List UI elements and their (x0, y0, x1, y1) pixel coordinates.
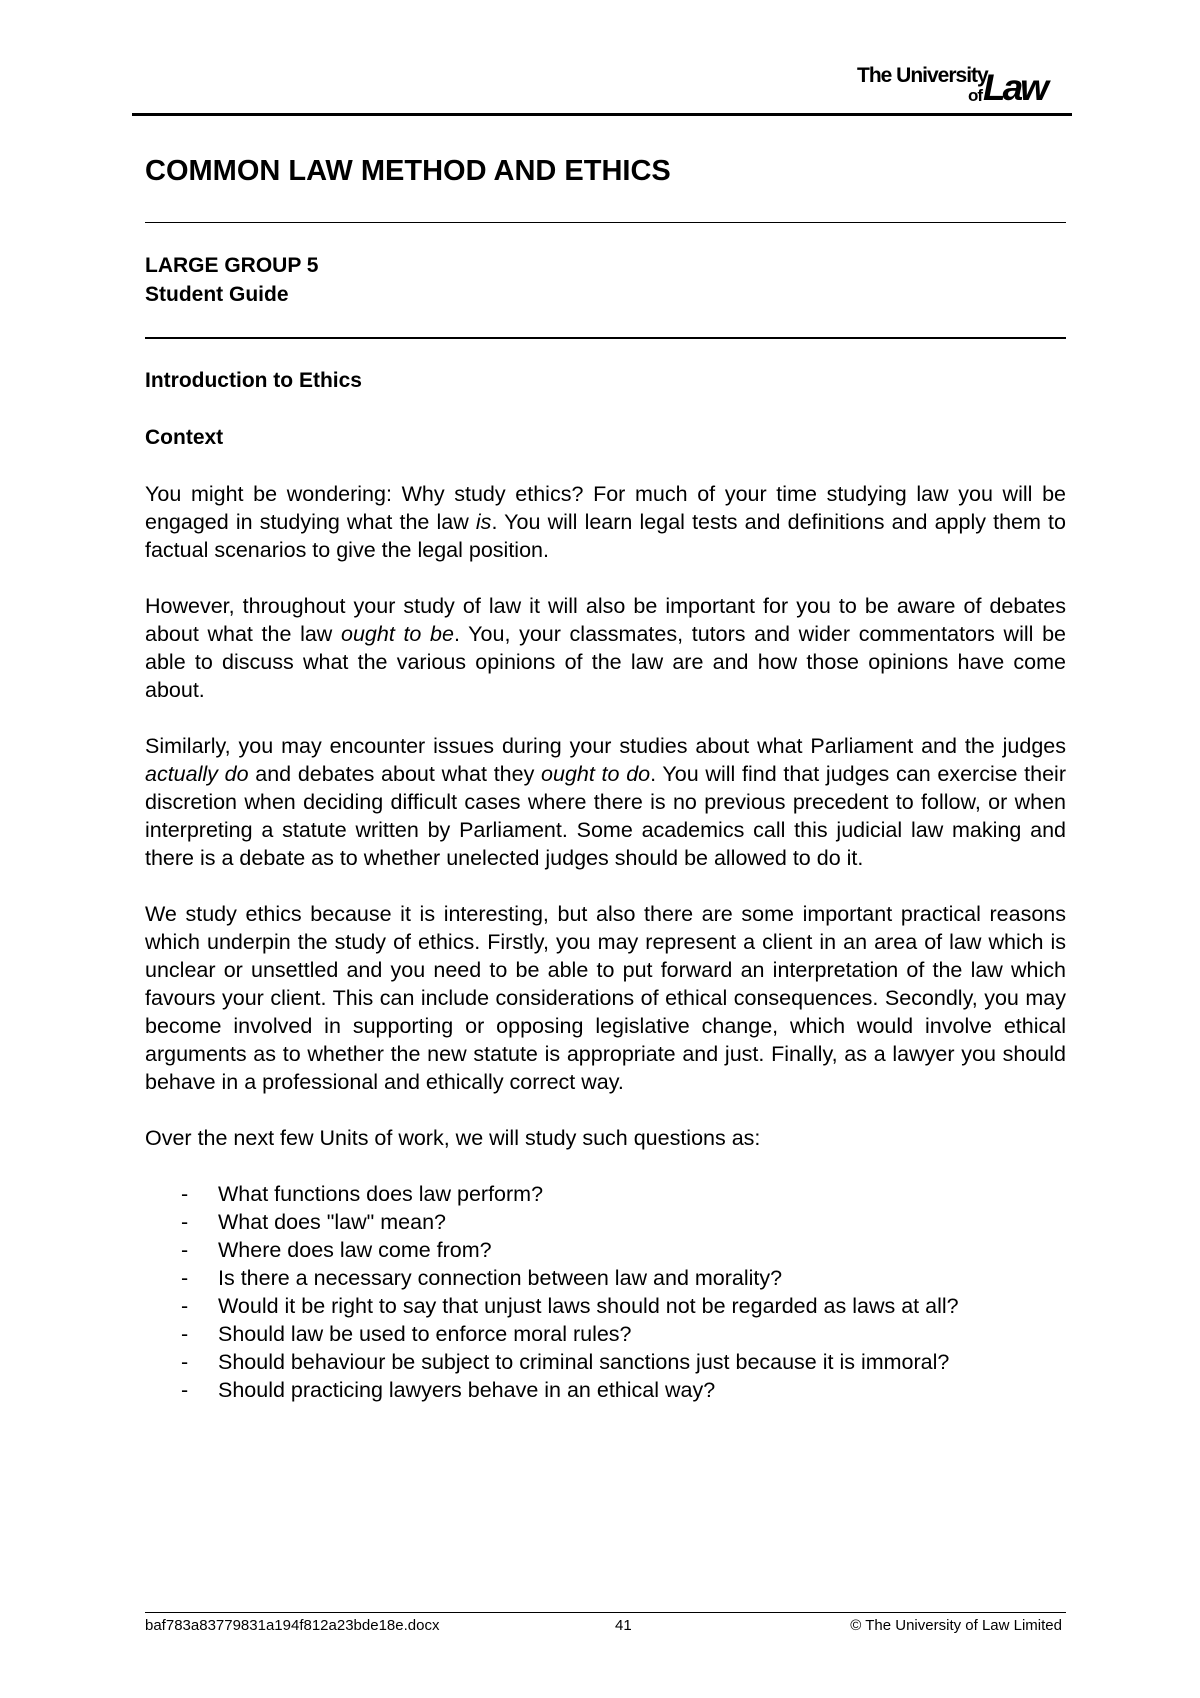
list-item: - What functions does law perform? (181, 1182, 544, 1206)
list-item: - Would it be right to say that unjust laws should not be regarded as laws at all? (181, 1294, 959, 1318)
list-item: - Where does law come from? (181, 1238, 492, 1262)
bullet-marker: - (181, 1266, 189, 1290)
list-item: - Is there a necessary connection between law and morality? (181, 1266, 783, 1290)
university-logo (857, 62, 1067, 108)
topic-heading: Introduction to Ethics (145, 369, 362, 392)
logo-text-university: The University (857, 64, 988, 87)
section-divider (145, 337, 1066, 339)
paragraph-3: Similarly, you may encounter issues during your studies about what Parliament and the judges actually do and debates about what they ought to do. You will find that judges can exercise their discretion when deciding difficult cases where there is no previous precedent to follow, or when interpreting a statute written by Parliament. Some academics call this judicial law making and there is a debate as to whether unelected judges should be allowed to do it. (145, 734, 1066, 870)
body-content (145, 480, 1066, 1404)
list-item: - Should practicing lawyers behave in an ethical way? (181, 1378, 716, 1402)
paragraph-2: However, throughout your study of law it will also be important for you to be aware of debates about what the law ought to be. You, your classmates, tutors and wider commentators will be able to discuss what the various opinions of the law are and how those opinions have come about. (145, 594, 1066, 702)
questions-list (145, 1180, 1066, 1404)
logo-text-of: of (968, 86, 983, 105)
paragraph-1: You might be wondering: Why study ethics? For much of your time studying law you will be engaged in studying what the law is. You will learn legal tests and definitions and apply them to factual scenarios to give the legal position. (145, 482, 1066, 562)
page-footer (145, 1617, 1066, 1639)
document-title: COMMON LAW METHOD AND ETHICS (145, 155, 671, 187)
bullet-marker: - (181, 1210, 189, 1234)
paragraph-5: Over the next few Units of work, we will study such questions as: (145, 1126, 761, 1150)
header-divider (132, 113, 1072, 116)
paragraph-4: We study ethics because it is interesting, but also there are some important practical reasons which underpin the study of ethics. Firstly, you may represent a client in an area of law which is unclear or unsettled and you need to be able to put forward an interpretation of the law which favours your client. This can include considerations of ethical consequences. Secondly, you may become involved in supporting or opposing legislative change, which would involve ethical arguments as to whether the new statute is appropriate and just. Finally, as a lawyer you should behave in a professional and ethically correct way. (145, 902, 1066, 1094)
bullet-marker: - (181, 1182, 189, 1206)
bullet-marker: - (181, 1322, 189, 1346)
logo-text-law: Law (983, 67, 1046, 108)
context-heading: Context (145, 426, 224, 449)
bullet-marker: - (181, 1238, 189, 1262)
footer-page-number: 41 (615, 1617, 632, 1634)
group-label: LARGE GROUP 5 (145, 254, 319, 277)
list-item: - Should behaviour be subject to criminal sanctions just because it is immoral? (181, 1350, 950, 1374)
bullet-marker: - (181, 1378, 189, 1402)
list-item: - What does "law" mean? (181, 1210, 446, 1234)
title-divider (145, 222, 1066, 223)
footer-filename: baf783a83779831a194f812a23bde18e.docx (145, 1617, 440, 1634)
guide-label: Student Guide (145, 283, 289, 306)
footer-copyright: © The University of Law Limited (850, 1617, 1062, 1634)
bullet-marker: - (181, 1350, 189, 1374)
list-item: - Should law be used to enforce moral rules? (181, 1322, 632, 1346)
footer-divider (145, 1612, 1066, 1613)
bullet-marker: - (181, 1294, 189, 1318)
